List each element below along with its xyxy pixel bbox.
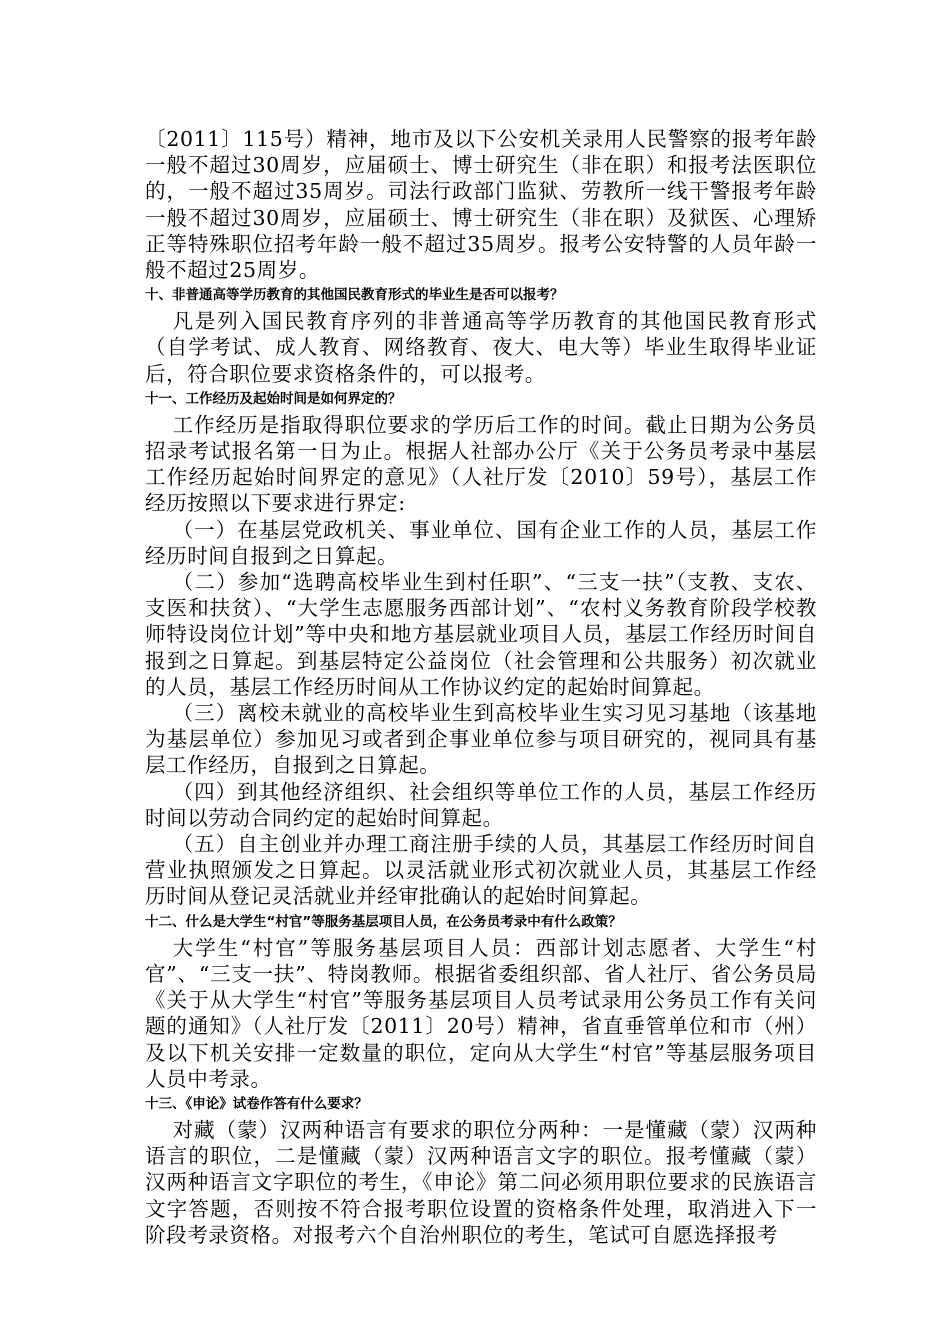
paragraph-item-5: （五）自主创业并办理工商注册手续的人员，其基层工作经历时间自营业执照颁发之日算起。以灵活就业形式初次就业人员，其基层工作经历时间从登记灵活就业并经审批确认的起始时间算起。 [145,832,817,909]
heading-section-12: 十二、什么是大学生“村官”等服务基层项目人员，在公务员考录中有什么政策？ [145,913,622,930]
paragraph-item-4: （四）到其他经济组织、社会组织等单位工作的人员，基层工作经历时间以劳动合同约定的起始时间算起。 [145,779,817,830]
paragraph-item-2: （二）参加“选聘高校毕业生到村任职”、“三支一扶”（支教、支农、支医和扶贫）、“大学生志愿服务西部计划”、“农村义务教育阶段学校教师特设岗位计划”等中央和地方基层就业项目人员，基层工作经历时间自报到之日算起。到基层特定公益岗位（社会管理和公共服务）初次就业的人员，基层工作经历时间从工作协议约定的起始时间算起。 [145,570,817,699]
paragraph-work-experience: 工作经历是指取得职位要求的学历后工作的时间。截止日期为公务员招录考试报名第一日为止。根据人社部办公厅《关于公务员考录中基层工作经历起始时间界定的意见》（人社厅发〔2010〕59号），基层工作经历按照以下要求进行界定: [145,412,817,516]
paragraph-non-regular-education: 凡是列入国民教育序列的非普通高等学历教育的其他国民教育形式（自学考试、成人教育、网络教育、夜大、电大等）毕业生取得毕业证后，符合职位要求资格条件的，可以报考。 [145,309,817,386]
paragraph-exam-language: 对藏（蒙）汉两种语言有要求的职位分两种：一是懂藏（蒙）汉两种语言的职位，二是懂藏（蒙）汉两种语言文字的职位。报考懂藏（蒙）汉两种语言文字职位的考生，《申论》第二问必须用职位要求的民族语言文字答题，否则按不符合报考职位设置的资格条件处理，取消进入下一阶段考录资格。对报考六个自治州职位的考生，笔试可自愿选择报考 [145,1117,817,1247]
paragraph-item-1: （一）在基层党政机关、事业单位、国有企业工作的人员，基层工作经历时间自报到之日算起。 [145,517,817,568]
heading-section-13: 十三、《申论》试卷作答有什么要求？ [145,1095,368,1112]
paragraph-age-limits: 〔2011〕115号）精神，地市及以下公安机关录用人民警察的报考年龄一般不超过30周岁，应届硕士、博士研究生（非在职）和报考法医职位的，一般不超过35周岁。司法行政部门监狱、劳教所一线干警报考年龄一般不超过30周岁，应届硕士、博士研究生（非在职）及狱医、心理矫正等特殊职位招考年龄一般不超过35周岁。报考公安特警的人员年龄一般不超过25周岁。 [145,127,817,283]
paragraph-village-officials: 大学生“村官”等服务基层项目人员：西部计划志愿者、大学生“村官”、“三支一扶”、特岗教师。根据省委组织部、省人社厅、省公务员局《关于从大学生“村官”等服务基层项目人员考试录用公务员工作有关问题的通知》（人社厅发〔2011〕20号）精神，省直垂管单位和市（州）及以下机关安排一定数量的职位，定向从大学生“村官”等基层服务项目人员中考录。 [145,935,817,1091]
paragraph-item-3: （三）离校未就业的高校毕业生到高校毕业生实习见习基地（该基地为基层单位）参加见习或者到企事业单位参与项目研究的，视同具有基层工作经历，自报到之日算起。 [145,701,817,778]
document-body [145,126,817,1248]
heading-section-10: 十、非普通高等学历教育的其他国民教育形式的毕业生是否可以报考？ [145,287,564,304]
heading-section-11: 十一、工作经历及起始时间是如何界定的？ [145,390,402,407]
